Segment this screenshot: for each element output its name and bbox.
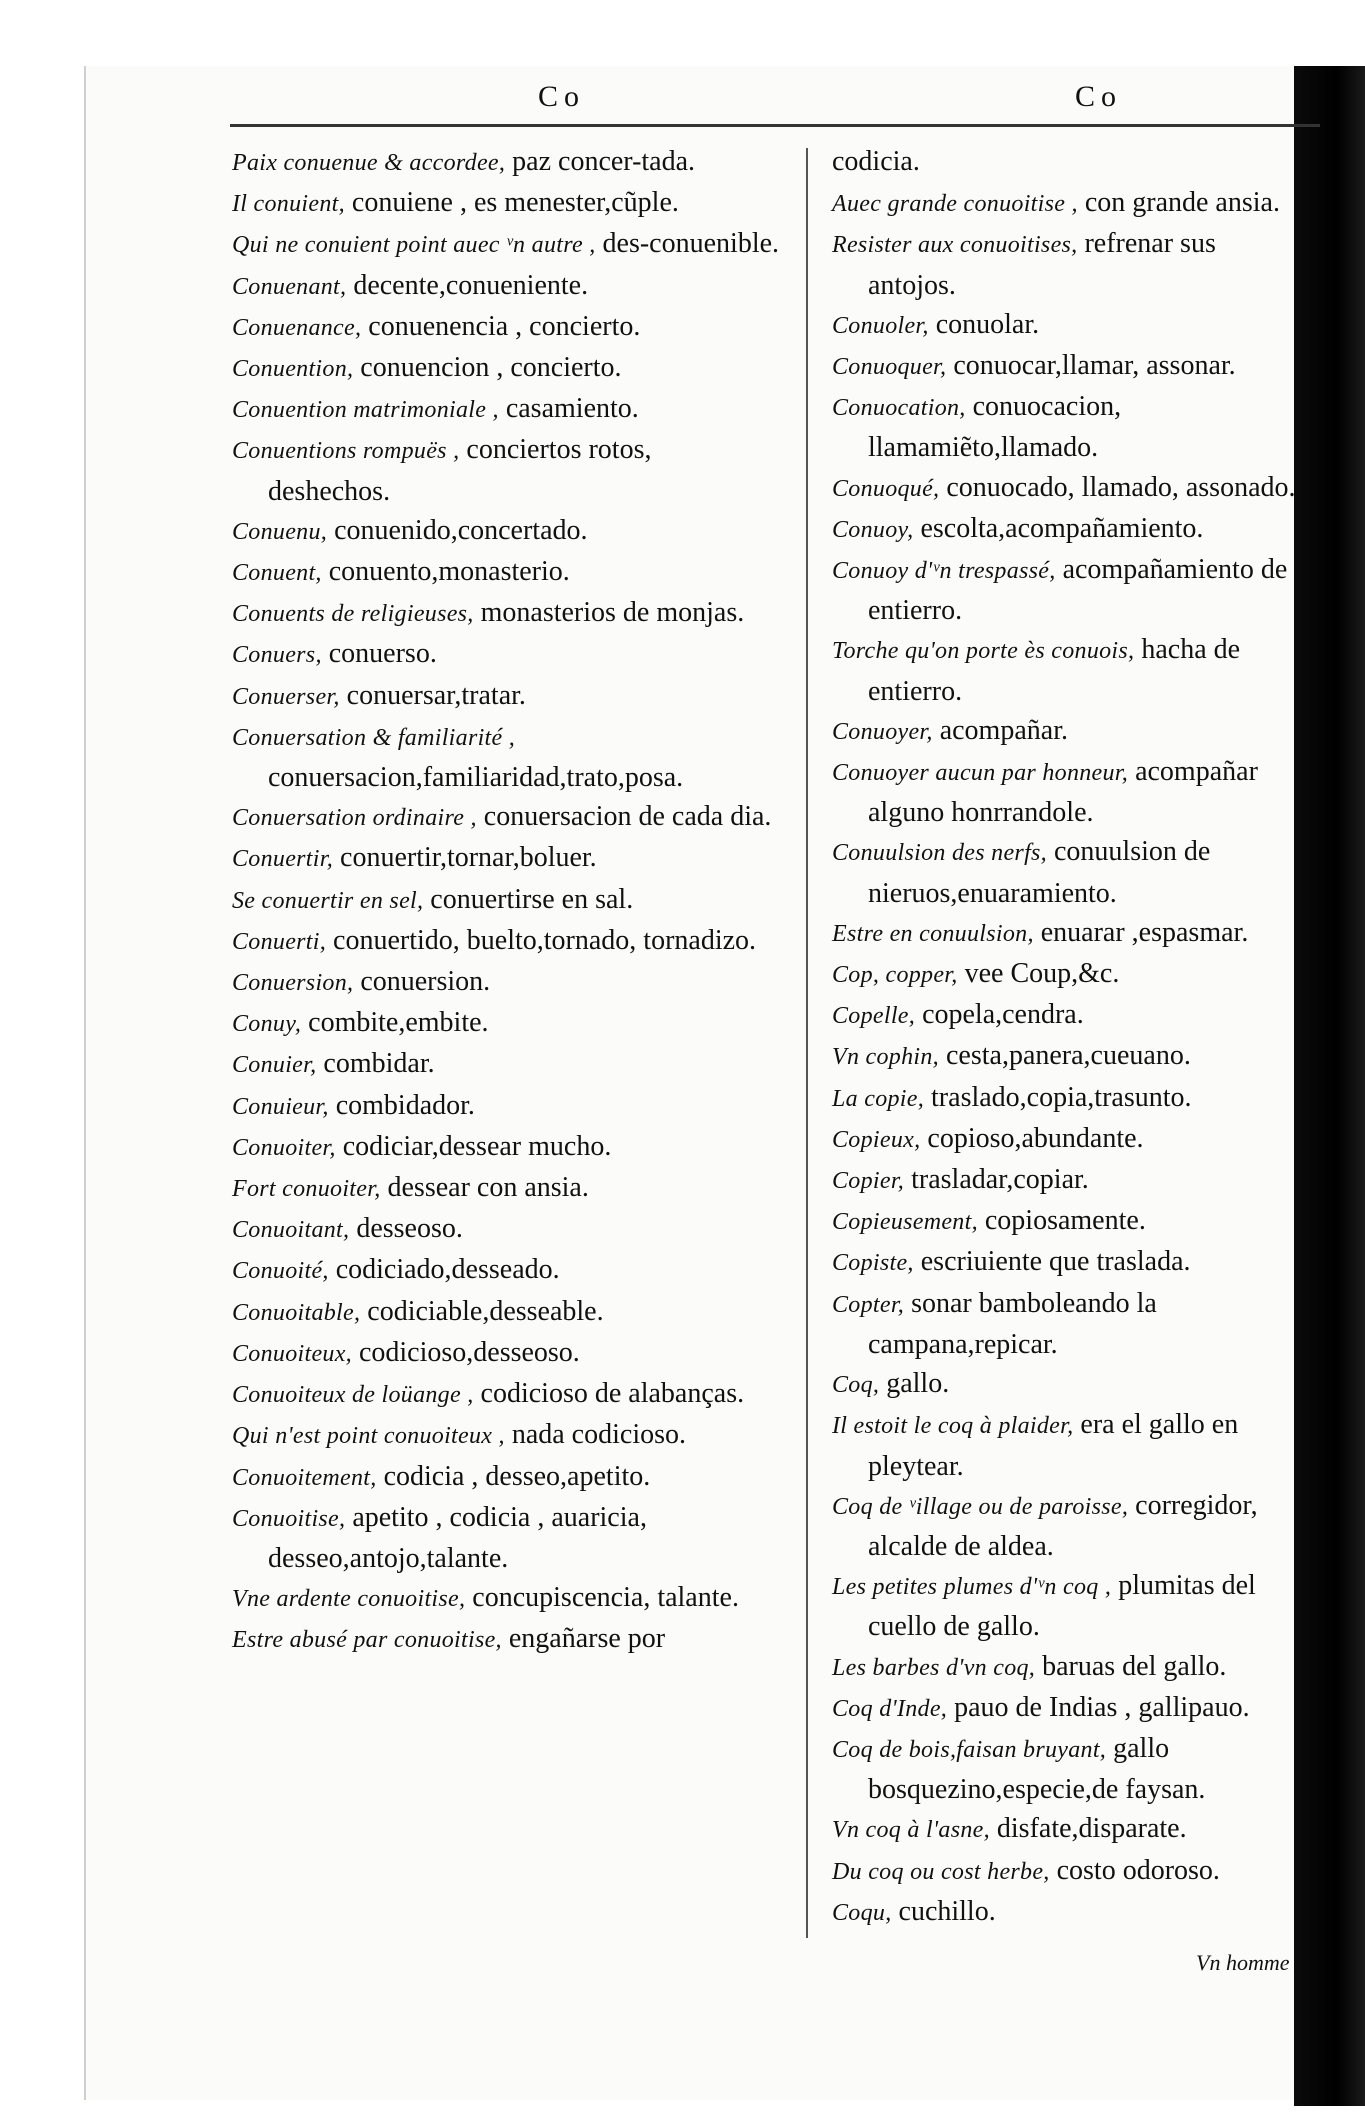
dictionary-entry: [232, 962, 780, 1003]
entry-definition: conuenido,concertado.: [327, 514, 588, 546]
right-column: [832, 142, 1302, 1933]
entry-headword: Se conuertir en sel,: [232, 887, 424, 914]
entry-headword: Qui n'est point conuoiteux ,: [232, 1423, 505, 1450]
entry-headword: Conuoité,: [232, 1258, 329, 1285]
dictionary-entry: [232, 880, 780, 921]
dictionary-entry: [832, 913, 1302, 954]
entry-definition: codiciado,desseado.: [328, 1254, 560, 1286]
dictionary-entry: [832, 752, 1302, 832]
entry-definition: corregidor, alcalde de aldea.: [868, 1489, 1258, 1562]
entry-definition: acompañamiento de entierro.: [868, 554, 1288, 627]
entry-definition: concupiscencia, talante.: [465, 1582, 739, 1614]
entry-definition: acompañar.: [932, 714, 1068, 746]
dictionary-entry: [832, 1809, 1302, 1850]
entry-definition: conuertido, buelto,tornado, tornadizo.: [326, 924, 757, 956]
dictionary-entry: [832, 995, 1302, 1036]
entry-definition: monasterios de monjas.: [473, 597, 745, 629]
entry-definition: costo odoroso.: [1049, 1854, 1220, 1886]
entry-headword: Coq de ᵛillage ou de paroisse,: [832, 1493, 1129, 1520]
entry-definition: disfate,disparate.: [989, 1813, 1187, 1845]
dictionary-entry: [232, 1498, 780, 1578]
dictionary-entry: [232, 348, 780, 389]
entry-definition: gallo.: [879, 1368, 950, 1400]
left-column: [232, 142, 780, 1661]
entry-headword: Resister aux conuoitises,: [832, 232, 1078, 259]
dictionary-entry: [232, 142, 780, 183]
dictionary-entry: [232, 717, 780, 797]
dictionary-entry: [832, 1201, 1302, 1242]
dictionary-entry: [232, 307, 780, 348]
dictionary-entry: [832, 954, 1302, 995]
entry-headword: Copier,: [832, 1168, 905, 1195]
dictionary-entry: [832, 1119, 1302, 1160]
dictionary-entry: [832, 1729, 1302, 1809]
running-header-left: Co: [538, 80, 586, 113]
dictionary-entry: [232, 1127, 780, 1168]
dictionary-entry: [232, 797, 780, 838]
entry-definition: copela,cendra.: [915, 999, 1084, 1031]
entry-definition: combidar.: [316, 1048, 435, 1080]
entry-definition: paz concer-tada.: [505, 146, 696, 177]
entry-headword: Conuoitement,: [232, 1464, 377, 1491]
entry-headword: Conuention,: [232, 356, 354, 383]
dictionary-entry: [832, 1364, 1302, 1405]
entry-headword: Conuoitant,: [232, 1217, 350, 1244]
entry-definition: desseoso.: [349, 1213, 463, 1245]
dictionary-entry: [832, 1284, 1302, 1364]
entry-definition: conuulsion de nieruos,enuaramiento.: [868, 836, 1211, 909]
entry-definition: combidador.: [328, 1089, 475, 1121]
entry-definition: enuarar ,espasmar.: [1033, 916, 1249, 948]
entry-definition: conuertirse en sal.: [423, 883, 634, 915]
entry-headword: Conuulsion des nerfs,: [832, 840, 1047, 867]
dictionary-entry: [832, 1566, 1302, 1646]
entry-definition: cuchillo.: [891, 1895, 996, 1927]
entry-headword: Conuenance,: [232, 314, 362, 341]
entry-headword: Conuoy d'ᵛn trespassé,: [832, 558, 1056, 585]
entry-headword: Conuoqué,: [832, 475, 940, 502]
dictionary-entry: [232, 1292, 780, 1333]
entry-definition: conuersar,tratar.: [339, 679, 526, 711]
entry-headword: Conuentions rompuës ,: [232, 438, 460, 465]
entry-definition: conuersion.: [353, 966, 491, 998]
dictionary-entry: [232, 224, 780, 265]
entry-definition: conuerso.: [321, 638, 437, 670]
dictionary-entry: [232, 1415, 780, 1456]
entry-headword: Conuoquer,: [832, 354, 947, 381]
entry-definition: apetito , codicia , auaricia, desseo,antojo,talante.: [268, 1501, 647, 1574]
entry-definition: conciertos rotos, deshechos.: [268, 434, 652, 507]
entry-headword: Conuoitable,: [232, 1299, 361, 1326]
entry-headword: Conuieur,: [232, 1093, 329, 1120]
entry-headword: Conuenant,: [232, 273, 347, 300]
entry-definition: conuersacion de cada dia.: [476, 801, 772, 833]
dictionary-entry: [832, 832, 1302, 912]
dictionary-entry: [832, 1892, 1302, 1933]
entry-headword: Coq de bois,faisan bruyant,: [832, 1736, 1107, 1763]
column-divider: [806, 148, 808, 1938]
entry-headword: Conuoiter,: [232, 1134, 336, 1161]
entry-definition: acompañar alguno honrrandole.: [868, 756, 1258, 829]
running-header-right: Co: [1075, 80, 1123, 113]
entry-headword: Conuersation ordinaire ,: [232, 805, 477, 832]
entry-headword: Il estoit le coq à plaider,: [832, 1413, 1074, 1440]
entry-headword: Conuersation & familiarité ,: [232, 724, 516, 751]
entry-headword: Estre en conuulsion,: [832, 920, 1034, 947]
entry-headword: Les petites plumes d'ᵛn coq ,: [832, 1574, 1112, 1601]
entry-definition: baruas del gallo.: [1035, 1650, 1227, 1682]
entry-definition: conuolar.: [928, 308, 1040, 340]
entry-definition: casamiento.: [498, 393, 639, 425]
entry-definition: conuento,monasterio.: [321, 556, 570, 588]
entry-definition: conuocacion, llamamiẽto,llamado.: [868, 391, 1122, 464]
entry-definition: conuertir,tornar,boluer.: [333, 842, 597, 874]
dictionary-entry: [832, 305, 1302, 346]
entry-headword: Cop, copper,: [832, 962, 958, 989]
dictionary-entry: [232, 1044, 780, 1085]
dictionary-entry: [232, 593, 780, 634]
entry-headword: Conuocation,: [832, 395, 966, 422]
dictionary-entry: [832, 1851, 1302, 1892]
dictionary-entry: [832, 1160, 1302, 1201]
dictionary-entry: [832, 1242, 1302, 1283]
dictionary-entry: [832, 1688, 1302, 1729]
dictionary-entry: [832, 1078, 1302, 1119]
dictionary-entry: [832, 468, 1302, 509]
entry-headword: Les barbes d'vn coq,: [832, 1654, 1036, 1681]
dictionary-entry: [832, 630, 1302, 710]
entry-headword: Copieux,: [832, 1126, 921, 1153]
dictionary-entry: [232, 1250, 780, 1291]
dictionary-entry: [832, 346, 1302, 387]
dictionary-entry: [232, 389, 780, 430]
dictionary-entry: [832, 1405, 1302, 1485]
dictionary-entry: [232, 1333, 780, 1374]
entry-headword: Conuers,: [232, 642, 322, 669]
dictionary-entry: [832, 183, 1302, 224]
entry-definition: sonar bamboleando la campana,repicar.: [868, 1287, 1157, 1360]
entry-definition: conuocado, llamado, assonado.: [939, 471, 1296, 503]
dictionary-entry: [232, 921, 780, 962]
entry-definition: con grande ansia.: [1077, 187, 1280, 219]
dictionary-entry: [832, 509, 1302, 550]
entry-definition: copioso,abundante.: [920, 1122, 1144, 1154]
entry-headword: Conuerser,: [232, 683, 340, 710]
entry-headword: Conuertir,: [232, 846, 334, 873]
dictionary-entry: [232, 634, 780, 675]
entry-headword: Il conuient,: [232, 191, 345, 218]
entry-definition: nada codicioso.: [504, 1419, 686, 1451]
entry-headword: Conuents de religieuses,: [232, 601, 474, 628]
header-rule: [230, 124, 1320, 127]
dictionary-entry: [232, 1619, 780, 1660]
dictionary-entry: [232, 1168, 780, 1209]
entry-headword: Copieusement,: [832, 1209, 978, 1236]
entry-headword: Coqu,: [832, 1899, 892, 1926]
entry-definition: decente,conueniente.: [346, 269, 589, 301]
dictionary-entry: [232, 552, 780, 593]
entry-headword: Copter,: [832, 1291, 905, 1318]
entry-headword: Conuoler,: [832, 312, 929, 339]
entry-headword: Conuier,: [232, 1052, 317, 1079]
entry-headword: Du coq ou cost herbe,: [832, 1858, 1050, 1885]
book-spine-shadow: [1294, 66, 1365, 2106]
entry-headword: Auec grande conuoitise ,: [832, 191, 1078, 218]
entry-definition: codicia.: [832, 146, 920, 177]
entry-definition: engañarse por: [501, 1623, 666, 1655]
dictionary-entry: [232, 676, 780, 717]
dictionary-entry: [832, 142, 1302, 183]
entry-headword: Paix conuenue & accordee,: [232, 150, 506, 176]
dictionary-entry: [232, 838, 780, 879]
entry-definition: codicia , desseo,apetito.: [376, 1460, 651, 1492]
dictionary-entry: [832, 224, 1302, 304]
entry-definition: escriuiente que traslada.: [913, 1246, 1191, 1278]
entry-headword: Vn coq à l'asne,: [832, 1817, 990, 1844]
entry-definition: conuenencia , concierto.: [361, 310, 641, 342]
dictionary-entry: [232, 183, 780, 224]
entry-definition: des-conuenible.: [595, 228, 780, 260]
dictionary-entry: [232, 1374, 780, 1415]
dictionary-entry: [232, 1209, 780, 1250]
entry-headword: Conuoyer aucun par honneur,: [832, 760, 1129, 787]
entry-headword: Conuy,: [232, 1011, 302, 1038]
entry-headword: Qui ne conuient point auec ᵛn autre ,: [232, 232, 596, 259]
entry-definition: traslado,copia,trasunto.: [924, 1081, 1192, 1113]
dictionary-entry: [832, 1647, 1302, 1688]
entry-definition: gallo bosquezino,especie,de faysan.: [868, 1732, 1206, 1806]
dictionary-entry: [832, 1036, 1302, 1077]
entry-definition: era el gallo en pleytear.: [868, 1409, 1239, 1482]
entry-headword: Conuention matrimoniale ,: [232, 397, 499, 424]
entry-headword: Copiste,: [832, 1250, 914, 1277]
entry-definition: escolta,acompañamiento.: [913, 512, 1204, 544]
entry-definition: codicioso,desseoso.: [351, 1336, 580, 1368]
dictionary-entry: [232, 266, 780, 307]
entry-definition: codiciable,desseable.: [360, 1295, 604, 1327]
entry-definition: conuencion , concierto.: [353, 352, 622, 384]
entry-headword: Conuoitise,: [232, 1505, 346, 1532]
entry-headword: La copie,: [832, 1085, 925, 1112]
entry-definition: codicioso de alabanças.: [473, 1378, 745, 1410]
dictionary-entry: [832, 550, 1302, 630]
entry-definition: copiosamente.: [977, 1205, 1146, 1237]
entry-headword: Conuoy,: [832, 516, 914, 543]
entry-definition: refrenar sus antojos.: [868, 228, 1216, 301]
dictionary-entry: [232, 511, 780, 552]
entry-definition: trasladar,copiar.: [904, 1164, 1089, 1196]
catchword: Vn homme: [1196, 1950, 1290, 1975]
entry-headword: Fort conuoiter,: [232, 1176, 381, 1203]
entry-definition: codiciar,dessear mucho.: [335, 1130, 612, 1162]
entry-definition: conuiene , es menester,cũple.: [344, 187, 679, 219]
dictionary-entry: [232, 1086, 780, 1127]
dictionary-entry: [232, 1003, 780, 1044]
dictionary-entry: [832, 711, 1302, 752]
entry-headword: Torche qu'on porte ès conuois,: [832, 638, 1135, 665]
entry-headword: Conuoiteux,: [232, 1340, 352, 1367]
dictionary-entry: [832, 387, 1302, 467]
dictionary-entry: [232, 1457, 780, 1498]
entry-definition: conuocar,llamar, assonar.: [946, 350, 1236, 382]
entry-definition: plumitas del cuello de gallo.: [868, 1570, 1256, 1643]
entry-definition: conuersacion,familiaridad,trato,posa.: [268, 762, 684, 794]
entry-headword: Conuoiteux de loüange ,: [232, 1382, 474, 1409]
entry-headword: Vn cophin,: [832, 1044, 939, 1071]
dictionary-entry: [232, 1578, 780, 1619]
entry-headword: Conuent,: [232, 560, 322, 587]
entry-definition: combite,embite.: [301, 1007, 489, 1039]
entry-headword: Vne ardente conuoitise,: [232, 1586, 466, 1613]
entry-definition: cesta,panera,cueuano.: [938, 1040, 1191, 1072]
entry-definition: dessear con ansia.: [380, 1172, 589, 1204]
entry-definition: vee Coup,&c.: [957, 958, 1120, 990]
dictionary-entry: [232, 430, 780, 510]
entry-headword: Conuerti,: [232, 928, 327, 955]
entry-headword: Conuersion,: [232, 970, 354, 997]
entry-definition: hacha de entierro.: [868, 634, 1241, 707]
entry-definition: pauo de Indias , gallipauo.: [947, 1691, 1250, 1723]
entry-headword: Coq d'Inde,: [832, 1695, 948, 1722]
entry-headword: Conuoyer,: [832, 718, 933, 745]
entry-headword: Conuenu,: [232, 518, 328, 545]
entry-headword: Copelle,: [832, 1003, 916, 1030]
dictionary-entry: [832, 1486, 1302, 1566]
entry-headword: Estre abusé par conuoitise,: [232, 1627, 502, 1654]
entry-headword: Coq,: [832, 1372, 880, 1399]
